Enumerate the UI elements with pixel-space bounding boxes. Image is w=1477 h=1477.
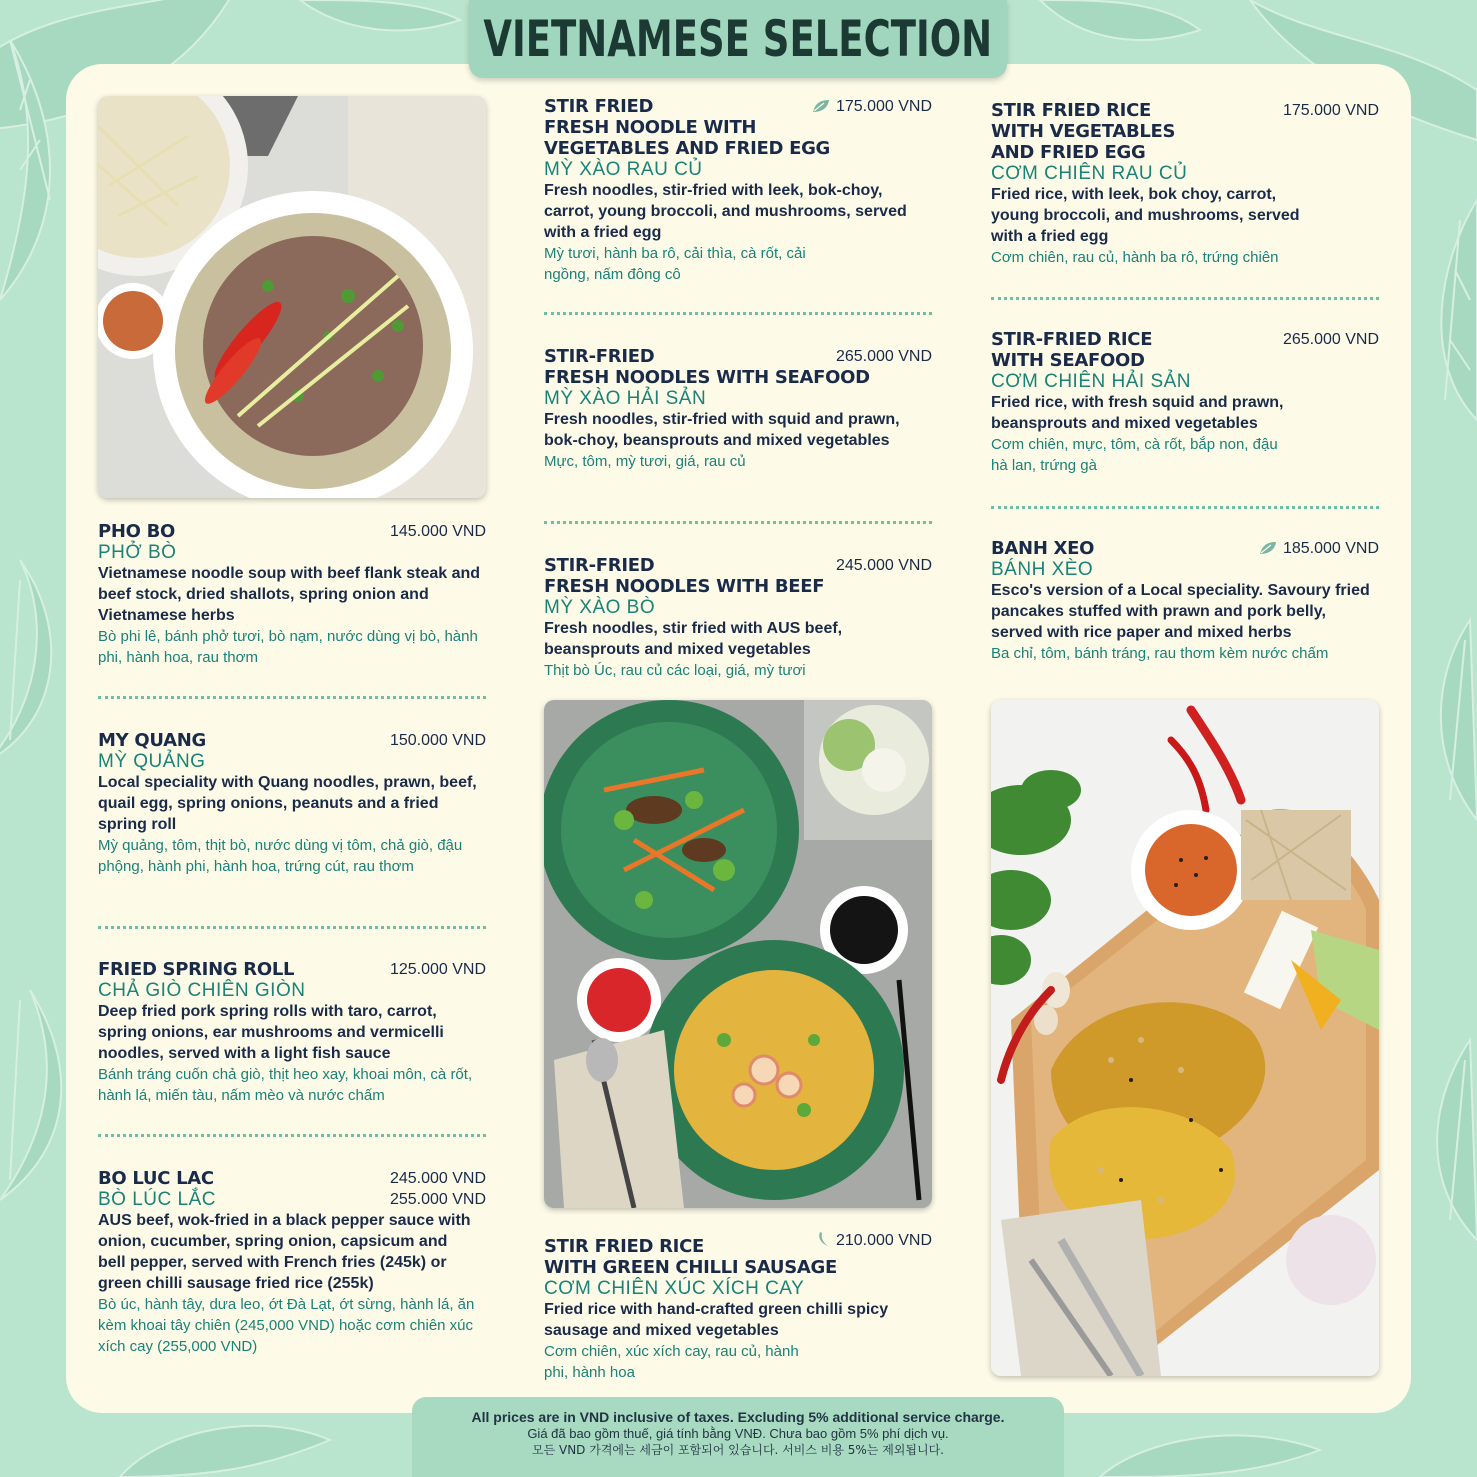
item-name-line: STIR FRIED RICE: [991, 100, 1151, 121]
item-vn-description: Bò úc, hành tây, dưa leo, ớt Đà Lạt, ớt sừng, hành lá, ăn kèm khoai tây chiên (245,000 VND) hoặc cơm chiên xúc xích cay (255,000 VND): [98, 1296, 475, 1355]
item-price: [1283, 329, 1379, 350]
item-description: Fried rice, with fresh squid and prawn, beansprouts and mixed vegetables: [991, 394, 1284, 432]
price-text: 265.000 VND: [1282, 331, 1379, 348]
footer-line-english: All prices are in VND inclusive of taxes. Excluding 5% additional service charge.: [471, 1409, 1005, 1425]
item-vn-name: MỲ XÀO BÒ: [544, 597, 656, 618]
dotted-divider: [991, 297, 1379, 300]
menu-item-stir-fried-rice-chilli-sausage: [544, 1232, 932, 1383]
item-vn-name: BÒ LÚC LẮC: [98, 1189, 216, 1210]
price-text: 210.000 VND: [835, 1232, 932, 1249]
item-description: Fresh noodles, stir-fried with squid and prawn, bok-choy, beansprouts and mixed vegetables: [544, 411, 900, 449]
price-text: 175.000 VND: [1282, 102, 1379, 119]
item-vn-name: BÁNH XÈO: [991, 559, 1094, 580]
footer-line-vietnamese: Giá đã bao gồm thuế, giá tính bằng VNĐ. Chưa bao gồm 5% phí dịch vụ.: [527, 1426, 949, 1441]
price-text: 255.000 VND: [389, 1191, 486, 1208]
item-description: Esco's version of a Local speciality. Savoury fried pancakes stuffed with prawn and pork belly, served with rice paper and mixed herbs: [991, 582, 1370, 641]
item-name-line: FRESH NOODLE WITH: [544, 117, 757, 138]
stir-fried-noodles-photo: [544, 700, 932, 1208]
item-description: Fried rice, with leek, bok choy, carrot, young broccoli, and mushrooms, served with a fried egg: [991, 186, 1300, 245]
item-vn-description: Cơm chiên, xúc xích cay, rau củ, hành phi, hành hoa: [544, 1343, 799, 1381]
menu-item-stir-fried-noodle-vegetables: [544, 96, 932, 285]
item-description: Fresh noodles, stir-fried with leek, bok-choy, carrot, young broccoli, and mushrooms, served with a fried egg: [544, 182, 907, 241]
title-tab: [469, 0, 1007, 78]
footer-line-korean: 모든 VND 가격에는 세금이 포함되어 있습니다. 서비스 비용 5%는 제외됩니다.: [531, 1443, 944, 1457]
leaf-icon: [1259, 540, 1277, 561]
item-vn-description: Cơm chiên, mực, tôm, cà rốt, bắp non, đậu hà lan, trứng gà: [991, 436, 1278, 474]
dotted-divider: [544, 521, 932, 524]
item-price: [812, 96, 932, 119]
item-description: AUS beef, wok-fried in a black pepper sauce with onion, cucumber, spring onion, capsicum and bell pepper, served with French fries (245k) or green chilli sausage fried rice (255k): [98, 1212, 471, 1292]
price-text: 125.000 VND: [389, 961, 486, 978]
item-vn-name: CƠM CHIÊN XÚC XÍCH CAY: [544, 1278, 805, 1299]
price-text: 150.000 VND: [389, 732, 486, 749]
item-vn-name: CƠM CHIÊN HẢI SẢN: [991, 371, 1192, 392]
item-description: Fried rice with hand-crafted green chilli spicy sausage and mixed vegetables: [544, 1301, 889, 1339]
item-name-line: FRIED SPRING ROLL: [98, 959, 295, 980]
price-text: 245.000 VND: [835, 557, 932, 574]
menu-item-stir-fried-noodles-seafood: [544, 346, 932, 472]
item-name-line: STIR-FRIED: [544, 555, 655, 576]
banh-xeo-photo: [991, 700, 1379, 1376]
item-price: [816, 1230, 932, 1253]
item-vn-name: PHỞ BÒ: [98, 542, 177, 563]
item-description: Deep fried pork spring rolls with taro, carrot, spring onions, ear mushrooms and vermicelli noodles, served with a light fish sauce: [98, 1003, 444, 1062]
leaf-icon: [812, 98, 830, 119]
item-price: [390, 959, 486, 980]
item-name-line: WITH GREEN CHILLI SAUSAGE: [544, 1257, 838, 1278]
menu-item-bo-luc-lac: [98, 1168, 486, 1357]
dotted-divider: [98, 926, 486, 929]
item-name-line: WITH SEAFOOD: [991, 350, 1145, 371]
item-name-line: VEGETABLES AND FRIED EGG: [544, 138, 831, 159]
menu-item-pho-bo: [98, 521, 486, 668]
price-text: 145.000 VND: [389, 523, 486, 540]
item-vn-name: CƠM CHIÊN RAU CỦ: [991, 163, 1188, 184]
item-name-line: FRESH NOODLES WITH BEEF: [544, 576, 825, 597]
item-name-line: BO LUC LAC: [98, 1168, 214, 1189]
menu-item-stir-fried-noodles-beef: [544, 555, 932, 681]
footer-note: [412, 1397, 1064, 1477]
item-price: [390, 730, 486, 751]
item-vn-name: CHẢ GIÒ CHIÊN GIÒN: [98, 980, 306, 1001]
item-vn-description: Bò phi lê, bánh phở tươi, bò nạm, nước dùng vị bò, hành phi, hành hoa, rau thơm: [98, 628, 478, 666]
item-name-line: MY QUANG: [98, 730, 206, 751]
menu-item-stir-fried-rice-seafood: [991, 329, 1379, 476]
menu-item-stir-fried-rice-vegetables: [991, 100, 1379, 268]
item-name-line: STIR FRIED RICE: [544, 1236, 704, 1257]
item-name-line: PHO BO: [98, 521, 176, 542]
dotted-divider: [98, 1134, 486, 1137]
item-vn-description: Mỳ quảng, tôm, thịt bò, nước dùng vị tôm, chả giò, đậu phộng, hành phi, hành hoa, trứng cút, rau thơm: [98, 837, 463, 875]
item-vn-description: Mực, tôm, mỳ tươi, giá, rau củ: [544, 453, 746, 470]
chili-icon: [816, 1231, 830, 1253]
item-name-line: STIR FRIED: [544, 96, 654, 117]
item-price: [390, 521, 486, 542]
item-price: [1283, 100, 1379, 121]
item-vn-description: Mỳ tươi, hành ba rô, cải thìa, cà rốt, cải ngồng, nấm đông cô: [544, 245, 806, 283]
item-price: [836, 346, 932, 367]
item-vn-description: Ba chỉ, tôm, bánh tráng, rau thơm kèm nước chấm: [991, 645, 1329, 662]
item-vn-description: Cơm chiên, rau củ, hành ba rô, trứng chiên: [991, 249, 1279, 266]
dotted-divider: [544, 312, 932, 315]
item-name-line: WITH VEGETABLES: [991, 121, 1176, 142]
item-vn-name: MỲ XÀO HẢI SẢN: [544, 388, 707, 409]
item-name-line: STIR-FRIED: [544, 346, 655, 367]
item-description: Vietnamese noodle soup with beef flank steak and beef stock, dried shallots, spring onion and Vietnamese herbs: [98, 565, 481, 624]
price-text: 175.000 VND: [835, 98, 932, 115]
dotted-divider: [991, 506, 1379, 509]
item-description: Fresh noodles, stir fried with AUS beef, beansprouts and mixed vegetables: [544, 620, 843, 658]
item-vn-name: MỲ XÀO RAU CỦ: [544, 159, 703, 180]
menu-item-my-quang: [98, 730, 486, 877]
item-price: [390, 1168, 486, 1210]
menu-item-banh-xeo: [991, 538, 1379, 664]
menu-item-fried-spring-roll: [98, 959, 486, 1106]
item-name-line: BANH XEO: [991, 538, 1095, 559]
item-price: [1259, 538, 1379, 561]
item-price: [836, 555, 932, 576]
item-vn-description: Bánh tráng cuốn chả giò, thịt heo xay, khoai môn, cà rốt, hành lá, miến tàu, nấm mèo và nước chấm: [98, 1066, 473, 1104]
price-text: 185.000 VND: [1282, 540, 1379, 557]
item-name-line: FRESH NOODLES WITH SEAFOOD: [544, 367, 870, 388]
item-description: Local speciality with Quang noodles, prawn, beef, quail egg, spring onions, peanuts and a fried spring roll: [98, 774, 477, 833]
menu-panel: [66, 64, 1411, 1413]
page-title: VIETNAMESE SELECTION: [483, 10, 993, 68]
pho-bo-photo: [98, 96, 486, 498]
dotted-divider: [98, 696, 486, 699]
item-name-line: STIR-FRIED RICE: [991, 329, 1153, 350]
price-text: 265.000 VND: [835, 348, 932, 365]
item-vn-description: Thịt bò Úc, rau củ các loại, giá, mỳ tươi: [544, 662, 806, 679]
price-text: 245.000 VND: [389, 1170, 486, 1187]
item-vn-name: MỲ QUẢNG: [98, 751, 206, 772]
item-name-line: AND FRIED EGG: [991, 142, 1146, 163]
